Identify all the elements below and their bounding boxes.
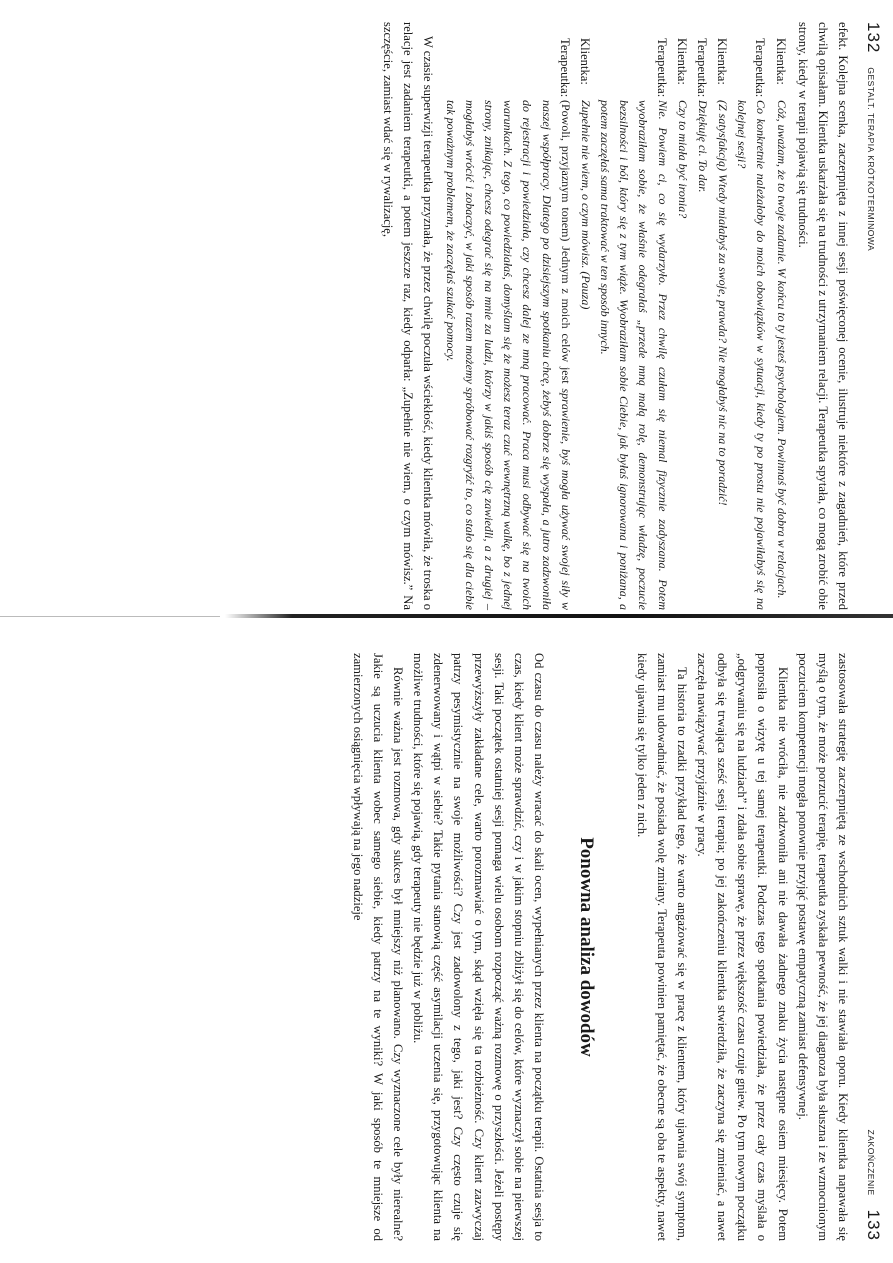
utterance [440, 100, 574, 610]
left-page [43, 0, 893, 632]
utterance: Dziękuję ci. To dar. [695, 100, 710, 193]
page-number: 132 [864, 22, 883, 54]
page-number: 133 [864, 1209, 883, 1241]
dialogue-line [672, 38, 692, 610]
utterance: Zupełnie nie wiem, o czym mówisz. (Pauza) [578, 100, 593, 310]
running-head [863, 653, 887, 1241]
utterance: (Z satysfakcją) Wtedy miałabyś za swoje, prawda? Nie mogłabyś nic na to poradzić! [716, 100, 731, 506]
speaker-label: Klientka: [773, 38, 788, 85]
utterance: Nie. Powiem ci, co się wydarzyło. Przez chwilę czułam się niemal fizycznie zadyszana. Potem wyobraziłam sobie, że właśnie odegrałaś „przede mną małą rolę, demonstrując władzę, poczucie bezsilności i ból, który się z tym wiąże. Wyobraziłam sobie Ciebie, jak byłaś ignorowana i poniżana, a potem zaczęłaś sama traktować w ten sposób innych. [598, 100, 670, 610]
right-page-body [53, 653, 853, 1241]
dialogue-line [692, 38, 712, 610]
speaker-label: Terapeutka: [557, 38, 572, 98]
dialogue-line [440, 38, 574, 610]
paragraph: zastosowała strategię zaczerpniętą ze wschodnich sztuk walki i nie stawiała oporu. Kiedy klientka napawała się myślą o tym, że może porzucić terapię, terapeutka zyskała pewność, że jej diagnoza była słuszna i ze wzmocnionym poczuciem kompetencji mogła ponownie przyjąć postawę empatyczną zamiast defensywnej. [795, 653, 850, 1241]
speaker-label: Terapeutka: [753, 38, 768, 98]
paragraph: Klientka nie wróciła, nie zadzwoniła ani nie dawała żadnego znaku życia następne osiem miesięcy. Potem poprosiła o wizytę u tej samej terapeutki. Podczas tego spotkania powiedziała, że przez cały czas myślała o „odgrywaniu się na ludziach” i zdała sobie sprawę, że przez większość czasu czuje gniew. Po tym nowym początku odbyła się trwająca sześć sesji terapia; po jej zakończeniu klientka stwierdziła, że zaczyna się zmieniać, a nawet zaczęła nawiązywać przyjaźnie w pracy. [695, 653, 790, 1241]
speaker-label: Klientka: [715, 38, 730, 85]
utterance-text: sprawienie, byś mogła używać swojej siły w naszej współpracy. Dlatego po dzisiejszym spotkaniu chcę, żebyś dobrze się wyspała, a jutro zadzwoniła do rejestracji i powiedziała, czy chcesz dalej ze mną pracować. Praca musi odbywać się na twoich warunkach. Z tego, co powiedziałaś, domyślam się że możesz teraz czuć wewnętrzną walkę, bo z jednej strony, znikając, chcesz odegrać się na mnie za ludzi, którzy w jakiś sposób cię zawiedli, a z drugiej – mogłabyś wrócić i zobaczyć, w jaki sposób razem możemy spróbować rozgryźć to, co stało się dla ciebie tak poważnym problemem, że zaczęłaś szukać pomocy. [443, 100, 573, 611]
running-title: GESTALT. TERAPIA KRÓTKOTERMINOWA [866, 67, 876, 252]
right-page [43, 631, 893, 1263]
utterance: Co konkretnie należałoby do moich obowiązków w sytuacji, kiedy ty po prostu nie pojawiłabyś się na kolejnej sesji? [735, 100, 769, 610]
dialogue-line [770, 38, 790, 610]
utterance: Cóż, uważam, że to twoje zadanie. W końcu to ty jesteś psychologiem. Powinnaś być dobra w relacjach. [774, 100, 789, 599]
paragraph: Równie ważna jest rozmowa, gdy sukces był mniejszy niż planowano. Czy wyznaczone cele były nierealne? Jakie są uczucia klienta wobec samego siebie, kiedy patrzy na te wyniki? W jaki sposób te mniejsze od zamierzonych osiągnięcia wpływają na jego nadzieje [350, 653, 406, 1241]
left-page-body [53, 22, 853, 610]
gutter-line [225, 614, 893, 618]
dialogue [440, 22, 790, 610]
gutter-line-left [0, 616, 220, 617]
dialogue-line [575, 38, 595, 610]
speaker-label: Terapeutka: [694, 38, 709, 98]
speaker-label: Terapeutka: [654, 38, 669, 98]
closing-paragraph: W czasie superwizji terapeutka przyznała, że przez chwilę poczuła wściekłość, kiedy klientka mówiła, że troska o relacje jest zadaniem terapeutki, a potem jeszcze raz, kiedy odparła: „Zupełnie nie wiem, o czym mówisz.” Na szczęście, zamiast wdać się w rywalizację, [381, 22, 436, 610]
dialogue-line [712, 38, 732, 610]
stage-direction: (Powoli, przyjaznym tonem) Jednym z moich celów jest [558, 100, 573, 384]
running-head [863, 22, 887, 610]
section-heading: Ponowna analiza dowodów [576, 837, 598, 1057]
speaker-label: Klientka: [674, 38, 689, 85]
paragraph: Ta historia to rzadki przykład tego, że warto angażować się w pracę z klientem, który ujawnia swój symptom, zamiast mu udowadniać, że posiada wolę zmiany. Terapeuta powinien pamiętać, że obecne są oba te aspekty, nawet kiedy ujawnia się tylko jeden z nich. [634, 653, 689, 1241]
utterance: Czy to miała być ironia? [675, 100, 690, 219]
dialogue-line [595, 38, 672, 610]
opening-paragraph: efekt. Kolejna scenka, zaczerpnięta z innej sesji poświęconej ocenie, ilustruje niektóre z zagadnień, które przed chwilą opisałam. Klientka uskarżała się na trudności z utrzymaniem relacji. Terapeutka spytała, co mogą zrobić obie strony, kiedy w terapii pojawią się trudności. [795, 22, 850, 610]
paragraph: Od czasu do czasu należy wracać do skali ocen, wypełnianych przez klienta na początku terapii. Ostatnia sesja to czas, kiedy klient może sprawdzić, czy i w jakim stopniu zbliżył się do celów, które wyznaczył sobie na pierwszej sesji. Taki początek ostatniej sesji pomaga wielu osobom rozpocząć ważną rozmowę o przyszłości. Jeżeli postępy przewyższyły zakładane cele, warto porozmawiać o tym, skąd wzięła się ta rozbieżność. Czy klient zazwyczaj patrzy pesymistycznie na swoje możliwości? Czy jest zadowolony z tego, jaki jest? Czy często czuje się zdenerwowany i wątpi w siebie? Takie pytania stanowią część asymilacji uczenia się, przygotowując klienta na możliwe trudności, które się pojawią, gdy terapeuty nie będzie już w pobliżu. [411, 653, 547, 1241]
speaker-label: Klientka: [577, 38, 592, 85]
running-title: ZAKOŃCZENIE [866, 1129, 876, 1196]
dialogue-line [732, 38, 770, 610]
